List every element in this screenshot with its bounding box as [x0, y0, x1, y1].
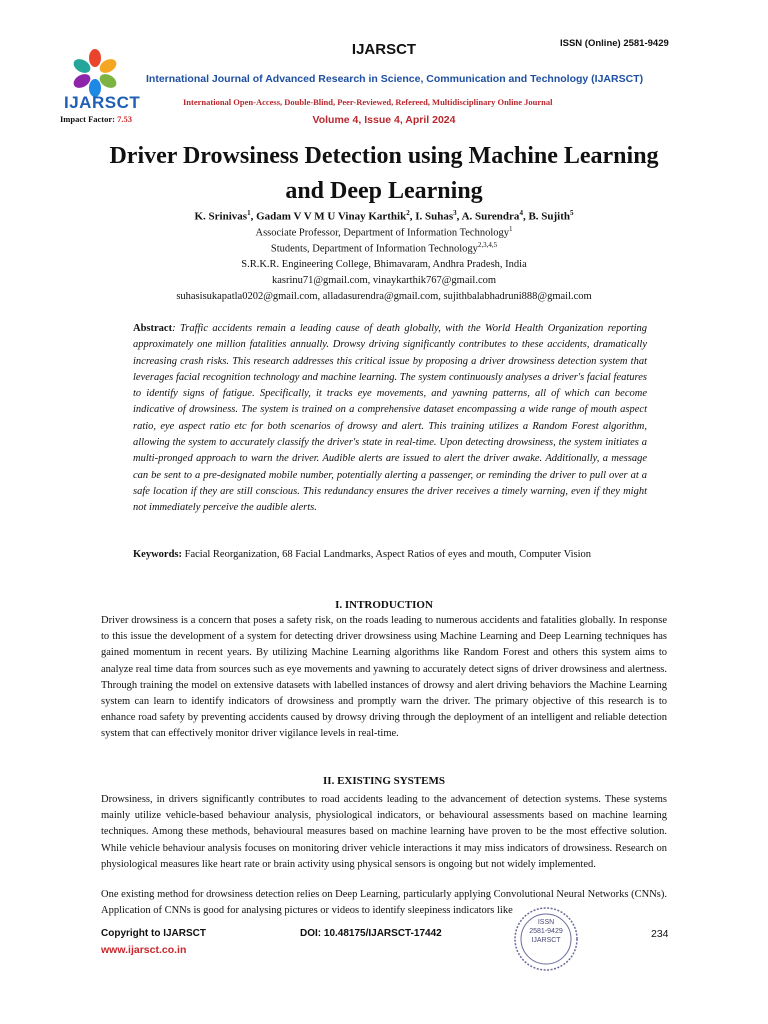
author-sup: 5	[570, 209, 574, 217]
author-name: K. Srinivas	[194, 210, 248, 223]
author-list: K. Srinivas$^1$, Gadam V V M U Vinay Karthik$^2$, I. Suhas$^3$, A. Surendra$^4$, B. Sujith$^5$	[194, 209, 574, 223]
introduction-text: Driver drowsiness is a concern that poses a safety risk, on the roads leading to numerous accidents and fatalities globally. In response to this issue the development of a system for detecting driver drowsiness using Machine Learning and Deep Learning techniques has gained momentum in recent years. By utilizing Machine Learning algorithms like Random Forest and others this system aims to analyze real time data from sources such as eye movements and yawning to accurately detect signs of driver drowsiness and alertness. Through training the model on extensive datasets with labelled instances of drowsy and alert driving behaviors the Machine Learning system can learn to identify indicators of drowsiness and promptly warn the driver. The primary objective of this research is to enhance road safety by preventing accidents caused by drowsy driving through the deployment of an intelligent and reliable detection system that can effectively monitor driver vigilance levels in real-time.	[101, 615, 667, 740]
stamp-line: IJARSCT	[531, 937, 561, 944]
abstract-text: : Traffic accidents remain a leading cause of death globally, with the World Health Organization reporting approximately one million fatalities annually. Drowsy driving significantly contributes to these accidents, dramatically increasing crash risks. This research addresses this critical issue by proposing a driver drowsiness detection system that leverages facial recognition technology and machine learning. The system continuously analyses a driver's facial features to identify signs of fatigue. Specifically, it tracks eye movements, and yawning patterns, all of which can become indicative of drowsiness. The system is trained on a comprehensive dataset encompassing a wide range of mouth aspect ratio, eye aspect ratio etc for both scenarios of drowsy and alert. This training utilizes a Random Forest algorithm, allowing the system to accurately classify the driver's state in real-time. Upon detecting drowsiness, the system initiates a multi-pronged approach to warn the driver. Audible alerts are issued to alert the driver awake. Additionally, a message can be sent to a pre-designated mobile number, potentially alerting a passenger, or reminding the driver to pull over at a safe location if they are still conscious. This redundancy ensures the driver receives a timely warning, even if they might not immediately perceive the audible alerts.	[133, 323, 647, 514]
stamp-line: ISSN	[537, 919, 555, 926]
author-sup: 2	[406, 209, 410, 217]
abstract-label: Abstract	[133, 323, 173, 334]
author-sup: 3	[453, 209, 457, 217]
footer-copyright: Copyright to IJARSCT	[101, 928, 206, 939]
section-heading-existing-systems: II. EXISTING SYSTEMS	[323, 775, 445, 787]
affiliation-2-sup: 2,3,4,5	[477, 241, 498, 249]
journal-short-name: IJARSCT	[351, 41, 417, 58]
author-sup: 4	[519, 209, 523, 217]
impact-factor-value: 7.53	[117, 114, 132, 124]
author-name: Gadam V V M U Vinay Karthik	[256, 210, 407, 223]
author-sup: 1	[247, 209, 251, 217]
section-heading-introduction: I. INTRODUCTION	[335, 599, 433, 611]
affiliation-1	[0, 225, 768, 239]
author-emails-1: kasrinu71@gmail.com, vinaykarthik767@gmail.com	[271, 275, 497, 286]
existing-systems-text-2: One existing method for drowsiness detection relies on Deep Learning, particularly applying Convolutional Neural Networks (CNNs). Application of CNNs is good for analysing pictures or videos to identify sleepiness indicators like	[101, 889, 667, 917]
abstract	[133, 321, 647, 517]
issn-stamp-text	[512, 918, 580, 945]
impact-factor-label: Impact Factor:	[60, 114, 115, 124]
author-name: B. Sujith	[528, 210, 571, 223]
author-name: I. Suhas	[415, 210, 454, 223]
footer-url-link[interactable]: www.ijarsct.co.in	[101, 944, 187, 956]
author-emails-2: suhasisukapatla0202@gmail.com, alladasurendra@gmail.com, sujithbalabhadruni888@gmail.com	[176, 291, 592, 302]
affiliation-2	[0, 241, 768, 255]
affiliation-1-text: Associate Professor, Department of Information Technology	[255, 227, 509, 239]
logo-wordmark: IJARSCT	[64, 93, 141, 112]
affiliation-1-sup: 1	[509, 225, 513, 233]
stamp-line: 2581-9429	[529, 928, 563, 935]
affiliation-2-text: Students, Department of Information Technology	[270, 243, 478, 255]
paper-title: Driver Drowsiness Detection using Machine Learning and Deep Learning	[109, 143, 659, 204]
keywords	[133, 547, 647, 563]
existing-systems-text-1: Drowsiness, in drivers significantly contributes to road accidents leading to the advancement of detection systems. These systems mainly utilize vehicle-based behaviour analysis, physiological indicators, or behavioural assessments based on machine learning techniques. Among these methods, behavioural measures based on machine learning have proven to be the most effective solution. While vehicle behaviour analysis focuses on monitoring driver vehicle interactions it may miss indicators of drowsiness. Research on physiological measures like heart rate or brain activity using physical sensors is ongoing but not widely implemented.	[101, 794, 667, 870]
keywords-text: Facial Reorganization, 68 Facial Landmarks, Aspect Ratios of eyes and mouth, Computer Vision	[182, 549, 591, 560]
issn-label: ISSN (Online) 2581-9429	[560, 38, 669, 49]
footer-doi: DOI: 10.48175/IJARSCT-17442	[300, 928, 442, 939]
journal-tagline: International Open-Access, Double-Blind, Peer-Reviewed, Refereed, Multidisciplinary Online Journal	[183, 97, 553, 107]
college-name: S.R.K.R. Engineering College, Bhimavaram, Andhra Pradesh, India	[241, 259, 527, 270]
volume-issue: Volume 4, Issue 4, April 2024	[312, 114, 456, 126]
journal-full-name: International Journal of Advanced Research in Science, Communication and Technology (IJARSCT)	[146, 73, 644, 85]
keywords-label: Keywords:	[133, 549, 182, 560]
author-name: A. Surendra	[461, 210, 520, 223]
page-number: 234	[651, 928, 669, 940]
